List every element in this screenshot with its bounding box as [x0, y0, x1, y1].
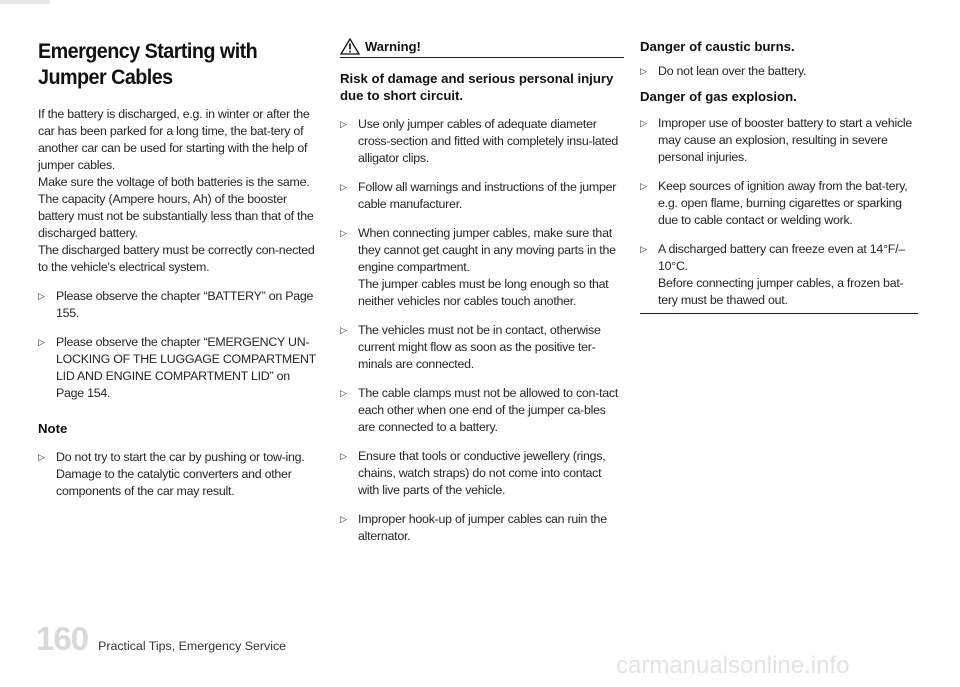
bullet-arrow-icon: ▷: [340, 182, 347, 192]
bullet-arrow-icon: ▷: [38, 452, 45, 462]
note-list: [38, 449, 316, 500]
list-item-text: Please observe the chapter “EMERGENCY UN-LOCKING OF THE LUGGAGE COMPARTMENT LID AND ENGINE COMPARTMENT LID” on Page 154.: [56, 335, 316, 400]
reference-list: [38, 288, 316, 402]
list-item-text: Keep sources of ignition away from the bat-tery, e.g. open flame, burning cigarettes or sparking due to cable contact or welding work.: [658, 179, 908, 227]
page-number: 160: [36, 620, 89, 657]
bullet-arrow-icon: ▷: [640, 244, 647, 254]
warning-triangle-icon: [340, 38, 360, 55]
list-item: [340, 448, 625, 499]
warning-list: [340, 116, 625, 545]
list-item: [340, 511, 625, 545]
page-title: Emergency Starting with Jumper Cables: [38, 39, 258, 89]
warning-header: [340, 38, 624, 58]
caustic-list: [640, 63, 918, 80]
list-item: [340, 116, 625, 167]
list-item-text: A discharged battery can freeze even at 14°F/–10°C.: [658, 242, 905, 273]
list-item-text: Do not lean over the battery.: [658, 64, 807, 78]
list-item: [38, 449, 316, 500]
list-item: [640, 178, 918, 229]
bullet-arrow-icon: ▷: [340, 514, 347, 524]
top-corner-mark: [0, 0, 50, 4]
footer-section-title: Practical Tips, Emergency Service: [98, 639, 287, 653]
list-item-text: Improper hook-up of jumper cables can ruin the alternator.: [358, 512, 607, 543]
list-item: [640, 63, 918, 80]
gas-explosion-heading: Danger of gas explosion.: [640, 89, 797, 104]
caustic-burns-heading: Danger of caustic burns.: [640, 39, 795, 54]
list-item: [38, 334, 316, 402]
list-item: [340, 322, 625, 373]
list-item-text: Do not try to start the car by pushing or tow-ing. Damage to the catalytic converters and other components of the car may result.: [56, 450, 305, 498]
page-footer: [36, 622, 286, 656]
list-item-text: The vehicles must not be in contact, otherwise current might flow as soon as the positive ter-minals are connected.: [358, 323, 601, 371]
bullet-arrow-icon: ▷: [640, 118, 647, 128]
column-intro: [38, 38, 316, 500]
list-item: [640, 241, 918, 314]
list-item-text: Ensure that tools or conductive jewellery (rings, chains, watch straps) do not come into contact with live parts of the vehicle.: [358, 449, 606, 497]
bullet-arrow-icon: ▷: [38, 337, 45, 347]
bullet-arrow-icon: ▷: [340, 119, 347, 129]
bullet-arrow-icon: ▷: [38, 291, 45, 301]
bullet-arrow-icon: ▷: [340, 388, 347, 398]
list-item-text: The jumper cables must be long enough so that neither vehicles nor cables touch another.: [358, 277, 609, 308]
intro-paragraph-3: The capacity (Ampere hours, Ah) of the booster battery must not be substantially less than that of the discharged battery.: [38, 192, 314, 240]
list-item-text: The cable clamps must not be allowed to con-tact each other when one end of the jumper ca-bles are connected to a battery.: [358, 386, 619, 434]
warning-heading: Risk of damage and serious personal injury due to short circuit.: [340, 71, 614, 103]
list-item: [640, 115, 918, 166]
explosion-list: [640, 115, 918, 314]
intro-paragraph-2: Make sure the voltage of both batteries is the same.: [38, 175, 310, 189]
list-item-text: Before connecting jumper cables, a frozen bat-tery must be thawed out.: [658, 276, 904, 307]
list-item-text: Improper use of booster battery to start a vehicle may cause an explosion, resulting in severe personal injuries.: [658, 116, 913, 164]
bullet-arrow-icon: ▷: [640, 66, 647, 76]
bullet-arrow-icon: ▷: [340, 325, 347, 335]
list-item-text: Follow all warnings and instructions of the jumper cable manufacturer.: [358, 180, 617, 211]
list-item-text: When connecting jumper cables, make sure that they cannot get caught in any moving parts in the engine compartment.: [358, 226, 616, 274]
intro-paragraph-1: If the battery is discharged, e.g. in winter or after the car has been parked for a long time, the bat-tery of another car can be used for starting with the help of jumper cables.: [38, 107, 310, 172]
column-warning: [340, 38, 625, 545]
column-dangers: [640, 38, 918, 314]
bullet-arrow-icon: ▷: [340, 228, 347, 238]
list-item: [340, 385, 625, 436]
list-item: [340, 225, 625, 310]
list-item: [38, 288, 316, 322]
list-item-text: Use only jumper cables of adequate diameter cross-section and fitted with completely insu-lated alligator clips.: [358, 117, 618, 165]
warning-label: Warning!: [365, 39, 421, 54]
note-heading: Note: [38, 421, 68, 436]
watermark: carmanualsonline.info: [616, 652, 850, 679]
bullet-arrow-icon: ▷: [640, 181, 647, 191]
intro-paragraph-4: The discharged battery must be correctly con-nected to the vehicle's electrical system.: [38, 243, 315, 274]
bullet-arrow-icon: ▷: [340, 451, 347, 461]
list-item-text: Please observe the chapter “BATTERY” on Page 155.: [56, 289, 314, 320]
list-item: [340, 179, 625, 213]
